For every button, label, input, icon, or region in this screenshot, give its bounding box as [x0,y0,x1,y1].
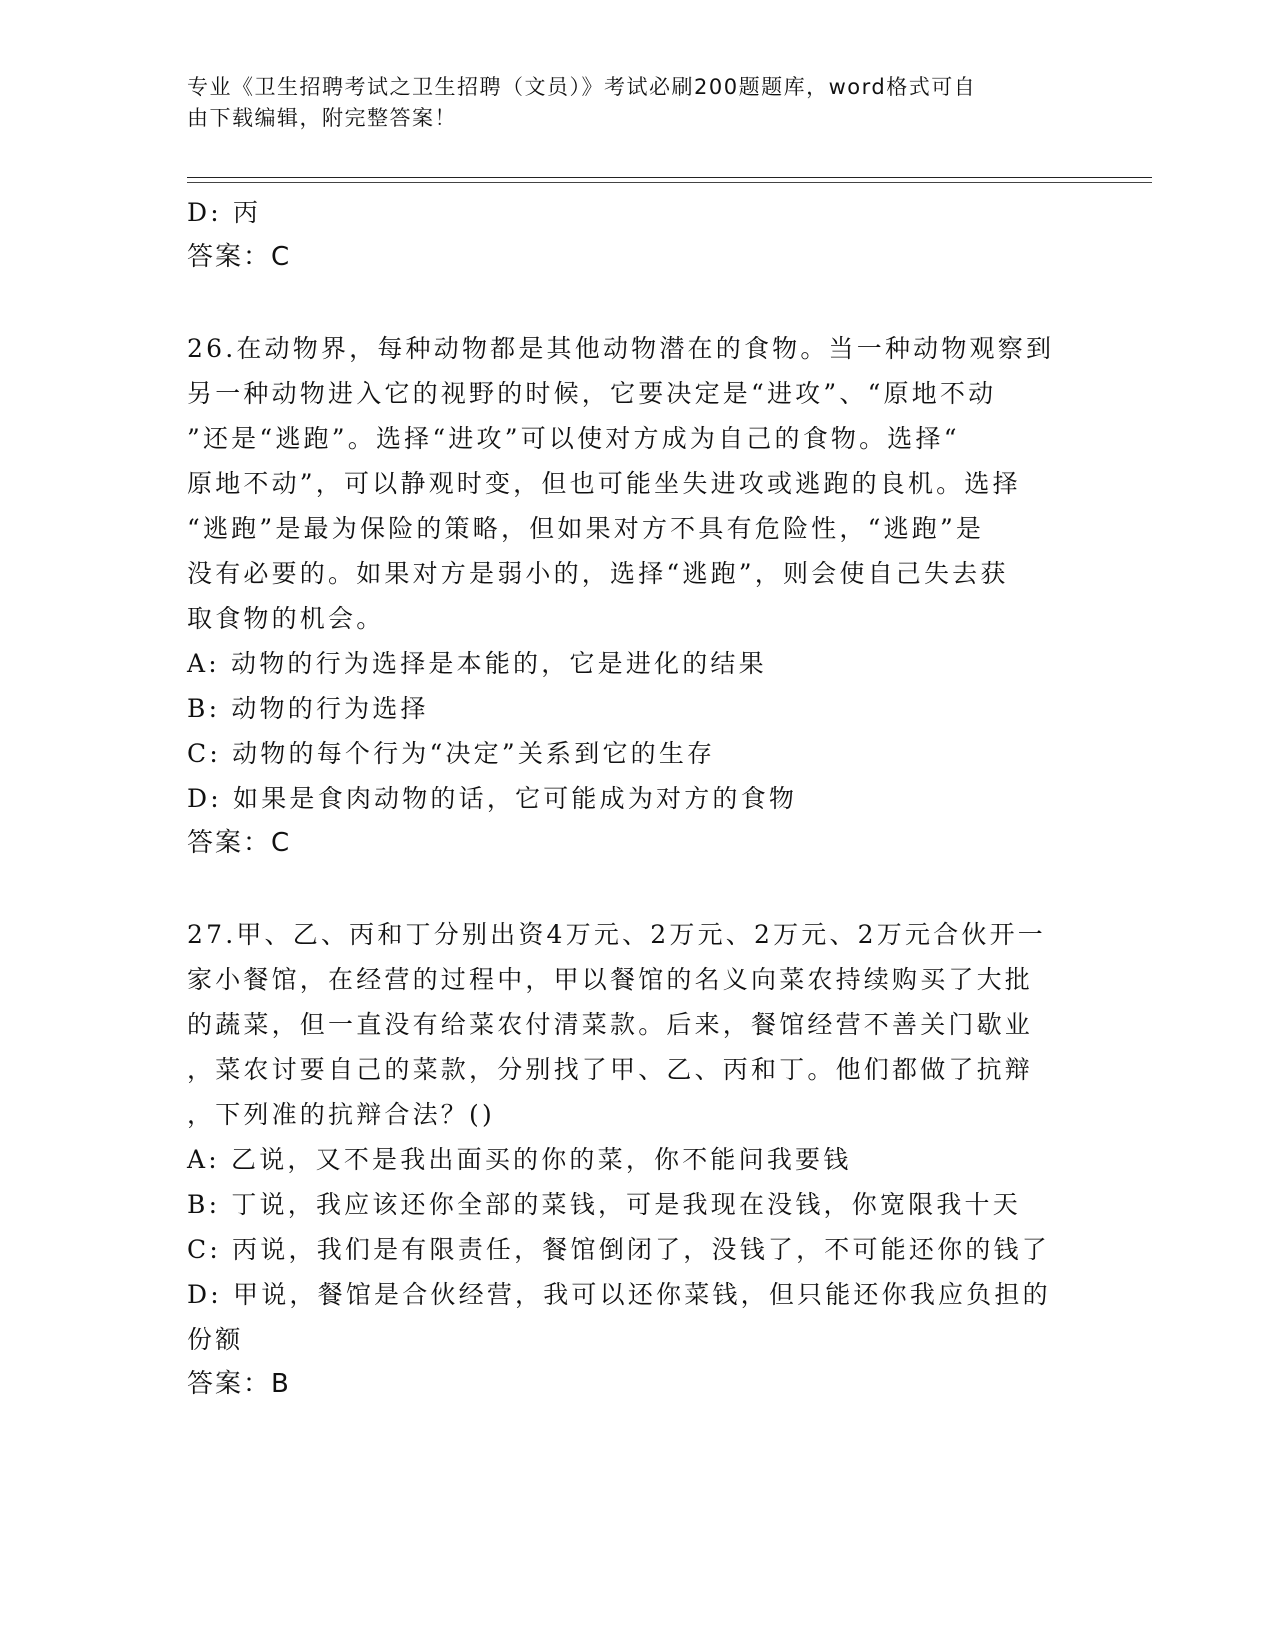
header-line-1: 专业《卫生招聘考试之卫生招聘（文员）》考试必刷200题题库，word格式可自 [187,75,977,99]
document-body [187,190,1087,1407]
question-stem-line: 的蔬菜，但一直没有给菜农付清菜款。后来，餐馆经营不善关门歇业 [187,1010,1034,1039]
question-stem-line: ”还是“逃跑”。选择“进攻”可以使对方成为自己的食物。选择“ [187,424,960,453]
question-26 [187,326,1087,866]
option-d: D: 甲说，餐馆是合伙经营，我可以还你菜钱，但只能还你我应负担的 [187,1280,1051,1309]
option-c: C: 动物的每个行为“决定”关系到它的生存 [187,739,716,768]
question-stem-line: 另一种动物进入它的视野的时候，它要决定是“进攻”、“原地不动 [187,379,997,408]
spacer [187,280,1087,326]
question-stem-line: ，下列准的抗辩合法？() [187,1100,495,1129]
option-c: C: 丙说，我们是有限责任，餐馆倒闭了，没钱了，不可能还你的钱了 [187,1235,1050,1264]
header-divider-bottom [187,182,1152,183]
question-27 [187,912,1087,1407]
question-stem-line: 原地不动”，可以静观时变，但也可能坐失进攻或逃跑的良机。选择 [187,469,1021,498]
option-d-continuation: 份额 [187,1325,244,1354]
question-stem-line: 没有必要的。如果对方是弱小的，选择“逃跑”，则会使自己失去获 [187,559,1009,588]
option-d: D: 丙 [187,198,262,227]
question-stem-line: 26.在动物界，每种动物都是其他动物潜在的食物。当一种动物观察到 [187,334,1055,363]
question-stem-line: 取食物的机会。 [187,604,385,633]
question-stem-line: 27.甲、乙、丙和丁分别出资4万元、2万元、2万元、2万元合伙开一 [187,920,1046,949]
question-stem-line: ，菜农讨要自己的菜款，分别找了甲、乙、丙和丁。他们都做了抗辩 [187,1055,1034,1084]
question-stem-line: “逃跑”是最为保险的策略，但如果对方不具有危险性，“逃跑”是 [187,514,985,543]
spacer [187,866,1087,912]
answer-line: 答案：C [187,242,292,272]
option-b: B: 丁说，我应该还你全部的菜钱，可是我现在没钱，你宽限我十天 [187,1190,1021,1219]
option-b: B: 动物的行为选择 [187,694,429,723]
option-a: A: 乙说，又不是我出面买的你的菜，你不能问我要钱 [187,1145,852,1174]
header-line-2: 由下载编辑，附完整答案！ [187,106,457,130]
option-d: D: 如果是食肉动物的话，它可能成为对方的食物 [187,784,798,813]
previous-question-tail [187,190,1087,280]
answer-line: 答案：C [187,828,292,858]
header-divider-top [187,177,1152,178]
option-a: A: 动物的行为选择是本能的，它是进化的结果 [187,649,767,678]
document-header [187,72,1067,134]
question-stem-line: 家小餐馆，在经营的过程中，甲以餐馆的名义向菜农持续购买了大批 [187,965,1034,994]
answer-line: 答案：B [187,1369,291,1399]
